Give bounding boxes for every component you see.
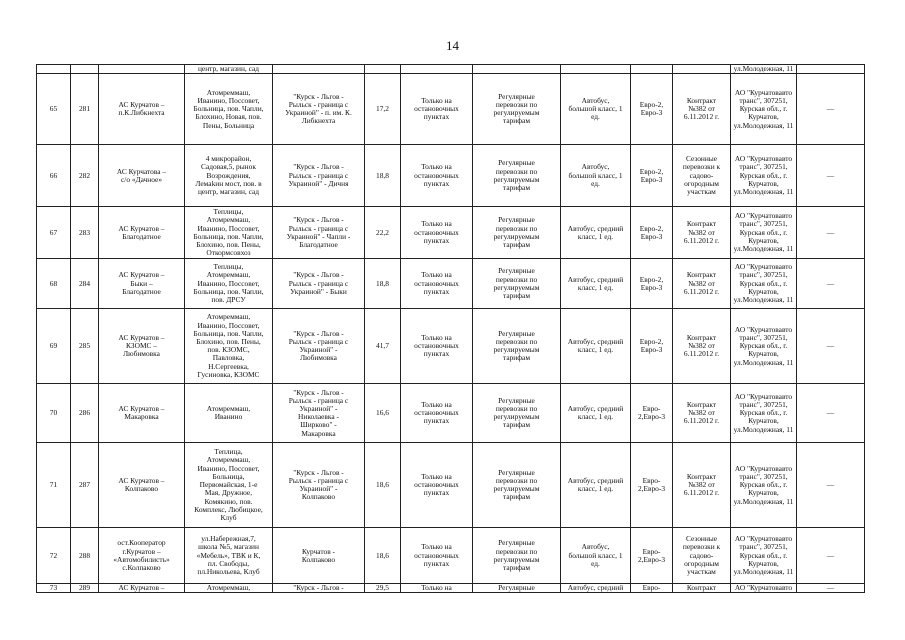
cell-name: АС Курчатова – с/о «Дачное» bbox=[99, 145, 185, 207]
cell-extra: — bbox=[797, 207, 865, 259]
table-row bbox=[37, 259, 865, 309]
cell-streets: Курчатов - Колпаково bbox=[273, 528, 365, 584]
cell-stops: Атомреммаш, Иванино, Поссовет, Больница, пов. Чапли, Блохино, Новая, пов. Пены, Больница bbox=[185, 74, 273, 145]
cell-eco: Евро- 2,Евро-3 bbox=[631, 528, 673, 584]
cell-extra: — bbox=[797, 443, 865, 528]
cell-streets: "Курск - Льгов - Рыльск - граница с Украиной" - п. им. К. Либкнехта bbox=[273, 74, 365, 145]
cell-extra: — bbox=[797, 309, 865, 384]
table-row bbox=[37, 65, 865, 74]
cell-type: Регулярные перевозки по регулируемым тарифам bbox=[473, 384, 561, 443]
table-row bbox=[37, 309, 865, 384]
cell-name: АС Курчатов – п.К.Либкнехта bbox=[99, 74, 185, 145]
cell-stops: центр, магазин, сад bbox=[185, 65, 273, 74]
cell-extra: — bbox=[797, 145, 865, 207]
cell-length: 16,6 bbox=[365, 384, 401, 443]
cell-stops: Теплицы, Атомреммаш, Иванино, Поссовет, Больница, пов. Чапли, Блохино, пов. Пены, Откормсовхоз bbox=[185, 207, 273, 259]
cell-extra bbox=[797, 65, 865, 74]
cell-extra: — bbox=[797, 528, 865, 584]
cell-stops: Атомреммаш, Иванино, Поссовет, Больница, пов. Чапли, Блохино, пов. Пены, пов. КЗОМС, Павловка, Н.Сергеевка, Гусиновка, КЗОМС bbox=[185, 309, 273, 384]
cell-vehicles bbox=[561, 65, 631, 74]
cell-reg: 285 bbox=[71, 309, 99, 384]
cell-start: Сезонные перевозки к садово- огородным участкам bbox=[673, 145, 731, 207]
cell-reg: 287 bbox=[71, 443, 99, 528]
cell-length: 29,5 bbox=[365, 584, 401, 593]
cell-type: Регулярные перевозки по регулируемым тарифам bbox=[473, 528, 561, 584]
cell-start: Контракт bbox=[673, 584, 731, 593]
cell-reg: 284 bbox=[71, 259, 99, 309]
cell-start: Контракт №382 от 6.11.2012 г. bbox=[673, 384, 731, 443]
cell-type: Регулярные bbox=[473, 584, 561, 593]
cell-stops: Атомреммаш, Иванино bbox=[185, 384, 273, 443]
cell-start: Контракт №382 от 6.11.2012 г. bbox=[673, 443, 731, 528]
cell-vehicles: Автобус, средний bbox=[561, 584, 631, 593]
cell-streets: "Курск - Льгов - Рыльск - граница с Украиной" - Колпаково bbox=[273, 443, 365, 528]
cell-eco: Евро-2, Евро-3 bbox=[631, 309, 673, 384]
cell-type: Регулярные перевозки по регулируемым тарифам bbox=[473, 259, 561, 309]
cell-streets: "Курск - Льгов - Рыльск - граница с Украиной" - Быки bbox=[273, 259, 365, 309]
cell-name: АС Курчатов – Колпаково bbox=[99, 443, 185, 528]
cell-order: Только на остановочных пунктах bbox=[401, 74, 473, 145]
cell-stops: Атомреммаш, bbox=[185, 584, 273, 593]
cell-carrier: АО "Курчатовавто bbox=[731, 584, 797, 593]
cell-extra: — bbox=[797, 74, 865, 145]
cell-carrier: АО "Курчатовавто транс", 307251, Курская обл., г. Курчатов, ул.Молодежная, 11 bbox=[731, 443, 797, 528]
cell-order bbox=[401, 65, 473, 74]
cell-reg: 286 bbox=[71, 384, 99, 443]
cell-extra: — bbox=[797, 259, 865, 309]
cell-type: Регулярные перевозки по регулируемым тарифам bbox=[473, 443, 561, 528]
cell-length: 22,2 bbox=[365, 207, 401, 259]
table-row bbox=[37, 443, 865, 528]
cell-vehicles: Автобус, средний класс, 1 ед. bbox=[561, 384, 631, 443]
cell-vehicles: Автобус, средний класс, 1 ед. bbox=[561, 207, 631, 259]
cell-streets bbox=[273, 65, 365, 74]
cell-order: Только на остановочных пунктах bbox=[401, 384, 473, 443]
cell-start: Контракт №382 от 6.11.2012 г. bbox=[673, 309, 731, 384]
cell-vehicles: Автобус, большой класс, 1 ед. bbox=[561, 528, 631, 584]
cell-start: Сезонные перевозки к садово- огородным участкам bbox=[673, 528, 731, 584]
cell-order: Только на остановочных пунктах bbox=[401, 528, 473, 584]
cell-vehicles: Автобус, средний класс, 1 ед. bbox=[561, 259, 631, 309]
cell-carrier: АО "Курчатовавто транс", 307251, Курская обл., г. Курчатов, ул.Молодежная, 11 bbox=[731, 145, 797, 207]
cell-start: Контракт №382 от 6.11.2012 г. bbox=[673, 259, 731, 309]
cell-type: Регулярные перевозки по регулируемым тарифам bbox=[473, 145, 561, 207]
cell-num: 68 bbox=[37, 259, 71, 309]
cell-type: Регулярные перевозки по регулируемым тарифам bbox=[473, 74, 561, 145]
cell-eco: Евро-2, Евро-3 bbox=[631, 145, 673, 207]
routes-registry-table bbox=[36, 64, 865, 593]
cell-num bbox=[37, 65, 71, 74]
cell-eco: Евро-2, Евро-3 bbox=[631, 259, 673, 309]
cell-order: Только на остановочных пунктах bbox=[401, 145, 473, 207]
cell-order: Только на остановочных пунктах bbox=[401, 259, 473, 309]
cell-name: ост.Кооператор г.Курчатов – «Автомобилисть» с.Колпаково bbox=[99, 528, 185, 584]
cell-streets: "Курск - Льгов - Рыльск - граница с Украиной" - Дичня bbox=[273, 145, 365, 207]
cell-length: 18,6 bbox=[365, 528, 401, 584]
cell-start: Контракт №382 от 6.11.2012 г. bbox=[673, 74, 731, 145]
page-number: 14 bbox=[446, 38, 459, 53]
cell-length bbox=[365, 65, 401, 74]
cell-num: 71 bbox=[37, 443, 71, 528]
cell-extra: — bbox=[797, 384, 865, 443]
cell-reg: 288 bbox=[71, 528, 99, 584]
cell-carrier: АО "Курчатовавто транс", 307251, Курская обл., г. Курчатов, ул.Молодежная, 11 bbox=[731, 384, 797, 443]
cell-eco: Евро- 2,Евро-3 bbox=[631, 384, 673, 443]
cell-stops: Теплица, Атомреммаш, Иванино, Поссовет, Больница, Первомайская, 1-е Мая, Дружное, Комякино, пов. Комплекс, Любицкое, Клуб bbox=[185, 443, 273, 528]
cell-num: 72 bbox=[37, 528, 71, 584]
cell-type bbox=[473, 65, 561, 74]
table-row bbox=[37, 74, 865, 145]
cell-vehicles: Автобус, большой класс, 1 ед. bbox=[561, 145, 631, 207]
table-row bbox=[37, 584, 865, 593]
cell-num: 69 bbox=[37, 309, 71, 384]
cell-streets: "Курск - Льгов - Рыльск - граница с Украиной" - Любимовка bbox=[273, 309, 365, 384]
cell-name bbox=[99, 65, 185, 74]
cell-order: Только на остановочных пунктах bbox=[401, 207, 473, 259]
table-row bbox=[37, 384, 865, 443]
cell-carrier: ул.Молодежная, 11 bbox=[731, 65, 797, 74]
cell-eco: Евро- 2,Евро-3 bbox=[631, 443, 673, 528]
table-row bbox=[37, 145, 865, 207]
cell-carrier: АО "Курчатовавто транс", 307251, Курская обл., г. Курчатов, ул.Молодежная, 11 bbox=[731, 259, 797, 309]
cell-carrier: АО "Курчатовавто транс", 307251, Курская обл., г. Курчатов, ул.Молодежная, 11 bbox=[731, 528, 797, 584]
cell-length: 18,8 bbox=[365, 145, 401, 207]
table-row bbox=[37, 528, 865, 584]
cell-num: 66 bbox=[37, 145, 71, 207]
cell-order: Только на остановочных пунктах bbox=[401, 309, 473, 384]
cell-stops: Теплицы, Атомреммаш, Иванино, Поссовет, Больница, пов. Чапли, пов. ДРСУ bbox=[185, 259, 273, 309]
cell-vehicles: Автобус, большой класс, 1 ед. bbox=[561, 74, 631, 145]
cell-eco: Евро-2, Евро-3 bbox=[631, 207, 673, 259]
cell-vehicles: Автобус, средний класс, 1 ед. bbox=[561, 443, 631, 528]
cell-vehicles: Автобус, средний класс, 1 ед. bbox=[561, 309, 631, 384]
cell-stops: ул.Набережная,7, школа №5, магазин «Мебель», ТВК и К, пл. Свободы, пл.Никольева, Клуб bbox=[185, 528, 273, 584]
cell-length: 41,7 bbox=[365, 309, 401, 384]
cell-carrier: АО "Курчатовавто транс", 307251, Курская обл., г. Курчатов, ул.Молодежная, 11 bbox=[731, 74, 797, 145]
cell-num: 73 bbox=[37, 584, 71, 593]
cell-length: 17,2 bbox=[365, 74, 401, 145]
cell-num: 67 bbox=[37, 207, 71, 259]
cell-length: 18,8 bbox=[365, 259, 401, 309]
cell-streets: "Курск - Льгов - Рыльск - граница с Украиной" - Чапли - Благодатное bbox=[273, 207, 365, 259]
cell-extra: — bbox=[797, 584, 865, 593]
cell-carrier: АО "Курчатовавто транс", 307251, Курская обл., г. Курчатов, ул.Молодежная, 11 bbox=[731, 207, 797, 259]
cell-name: АС Курчатов – Благодатное bbox=[99, 207, 185, 259]
cell-carrier: АО "Курчатовавто транс", 307251, Курская обл., г. Курчатов, ул.Молодежная, 11 bbox=[731, 309, 797, 384]
cell-type: Регулярные перевозки по регулируемым тарифам bbox=[473, 309, 561, 384]
cell-eco: Евро- bbox=[631, 584, 673, 593]
cell-reg: 282 bbox=[71, 145, 99, 207]
cell-name: АС Курчатов – КЗОМС – Любимовка bbox=[99, 309, 185, 384]
cell-order: Только на bbox=[401, 584, 473, 593]
cell-length: 18,6 bbox=[365, 443, 401, 528]
cell-eco bbox=[631, 65, 673, 74]
cell-order: Только на остановочных пунктах bbox=[401, 443, 473, 528]
cell-num: 65 bbox=[37, 74, 71, 145]
cell-type: Регулярные перевозки по регулируемым тарифам bbox=[473, 207, 561, 259]
cell-streets: "Курск - Льгов - bbox=[273, 584, 365, 593]
cell-name: АС Курчатов – Быки – Благодатное bbox=[99, 259, 185, 309]
cell-name: АС Курчатов – Макаровка bbox=[99, 384, 185, 443]
cell-start: Контракт №382 от 6.11.2012 г. bbox=[673, 207, 731, 259]
cell-stops: 4 микрорайон, Садовая,5, рынок Возрождения, Лемаkин мост, пов. в центр, магазин, сад bbox=[185, 145, 273, 207]
cell-name: АС Курчатов – bbox=[99, 584, 185, 593]
cell-streets: "Курск - Льгов - Рыльск - граница с Украиной" - Николаевка - Ширково" - Макаровка bbox=[273, 384, 365, 443]
cell-num: 70 bbox=[37, 384, 71, 443]
cell-reg: 289 bbox=[71, 584, 99, 593]
cell-reg: 283 bbox=[71, 207, 99, 259]
cell-start bbox=[673, 65, 731, 74]
table-row bbox=[37, 207, 865, 259]
cell-eco: Евро-2, Евро-3 bbox=[631, 74, 673, 145]
cell-reg bbox=[71, 65, 99, 74]
cell-reg: 281 bbox=[71, 74, 99, 145]
